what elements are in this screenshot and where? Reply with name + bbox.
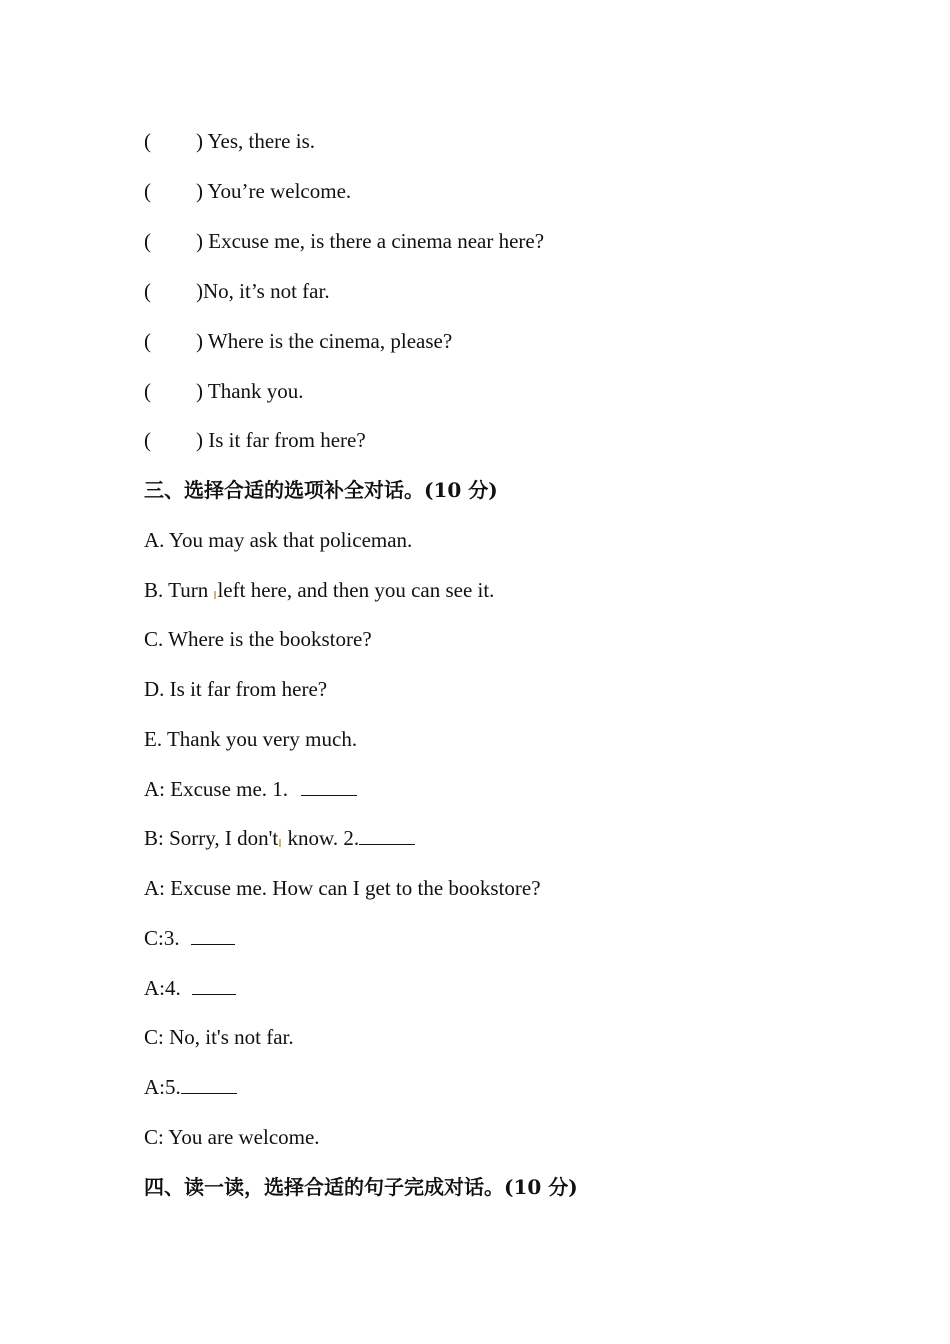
dialogue-line-1: A: Excuse me. 1. xyxy=(144,776,357,802)
dialogue-line-5: A:4. xyxy=(144,975,236,1001)
dialogue-line-2: B: Sorry, I don't know. 2. xyxy=(144,825,415,851)
section-4-heading: 四、读一读，选择合适的句子完成对话。(10 分) xyxy=(144,1175,578,1199)
dialogue-line-8: C: You are welcome. xyxy=(144,1125,320,1149)
ordering-item-7: ( ) Is it far from here? xyxy=(144,428,366,452)
answer-blank-1[interactable] xyxy=(301,777,357,796)
stray-mark xyxy=(279,839,281,847)
ordering-item-4: ( )No, it’s not far. xyxy=(144,279,330,303)
option-d: D. Is it far from here? xyxy=(144,677,328,701)
option-e: E. Thank you very much. xyxy=(144,727,358,751)
option-a: A. You may ask that policeman. xyxy=(144,528,413,552)
dialogue-line-3: A: Excuse me. How can I get to the bookstore? xyxy=(144,876,541,900)
dialogue-line-6: C: No, it's not far. xyxy=(144,1025,294,1049)
answer-blank-3[interactable] xyxy=(191,926,235,945)
answer-blank-5[interactable] xyxy=(181,1075,237,1094)
option-c: C. Where is the bookstore? xyxy=(144,627,372,651)
dialogue-line-4: C:3. xyxy=(144,925,235,951)
answer-blank-2[interactable] xyxy=(359,826,415,845)
ordering-item-3: ( ) Excuse me, is there a cinema near here? xyxy=(144,229,545,253)
ordering-item-5: ( ) Where is the cinema, please? xyxy=(144,329,453,353)
ordering-item-1: ( ) Yes, there is. xyxy=(144,129,316,153)
section-3-heading: 三、选择合适的选项补全对话。(10 分) xyxy=(144,478,498,502)
option-b: B. Turn left here, and then you can see it. xyxy=(144,578,495,602)
dialogue-line-7: A:5. xyxy=(144,1074,237,1100)
answer-blank-4[interactable] xyxy=(192,976,236,995)
ordering-item-2: ( ) You’re welcome. xyxy=(144,179,352,203)
ordering-item-6: ( ) Thank you. xyxy=(144,379,304,403)
